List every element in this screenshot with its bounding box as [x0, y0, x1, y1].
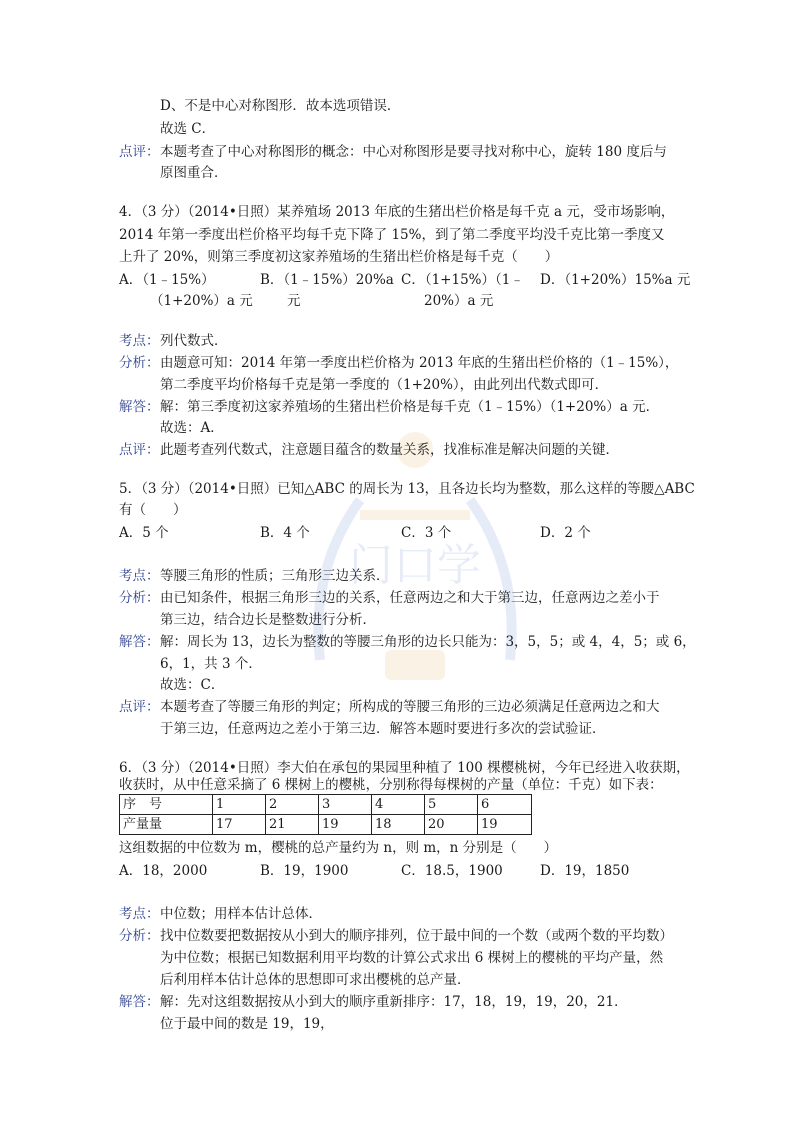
table-cell: 5	[425, 795, 478, 815]
q4-dianping: 此题考查列代数式，注意题目蕴含的数量关系，找准标准是解决问题的关键．	[160, 442, 619, 458]
q6-stem3: 这组数据的中位数为 m，樱桃的总产量约为 n，则 m，n 分别是（ ）	[119, 840, 558, 856]
table-cell: 1	[213, 795, 266, 815]
q4-fenxi-tag: 分析：	[119, 355, 160, 371]
q5-option-b: B．4 个	[260, 525, 310, 541]
q5-stem2: 有（ ）	[119, 502, 187, 518]
q6-fenxi2: 为中位数；根据已知数据利用平均数的计算公式求出 6 棵树上的樱桃的平均产量，然	[160, 950, 664, 966]
q5-kaodian-tag: 考点：	[119, 568, 160, 584]
q4-fenxi1: 由题意可知：2014 年第一季度出栏价格为 2013 年底的生猪出栏价格的（1﹣15%），	[160, 355, 679, 371]
yield-table	[119, 794, 532, 835]
q6-option-c: C．18.5，1900	[401, 863, 503, 879]
table-cell: 4	[372, 795, 425, 815]
q4-option-c1: C．（1+15%）（1﹣	[401, 272, 524, 288]
table-cell: 20	[425, 815, 478, 835]
q5-option-d: D．2 个	[540, 525, 591, 541]
q4-option-b2: 元	[287, 293, 301, 309]
q5-jieda-tag: 解答：	[119, 634, 160, 650]
table-cell: 17	[213, 815, 266, 835]
table-cell: 序 号	[120, 795, 213, 815]
q4-kaodian-tag: 考点：	[119, 333, 160, 349]
q6-stem2: 收获时，从中任意采摘了 6 棵树上的樱桃，分别称得每棵树的产量（单位：千克）如下表：	[119, 777, 663, 793]
q3-comment-tag: 点评：	[119, 144, 160, 160]
table-cell: 2	[266, 795, 319, 815]
watermark-text: 门口学	[349, 540, 481, 591]
q6-stem1: 6．（3 分）（2014•日照）李大伯在承包的果园里种植了 100 棵樱桃树，今年已经进入收获期，	[119, 760, 690, 776]
q5-fenxi1: 由已知条件，根据三角形三边的关系，任意两边之和大于第三边，任意两边之差小于	[160, 590, 660, 606]
q4-dianping-tag: 点评：	[119, 442, 160, 458]
table-row-yield	[120, 815, 532, 835]
q4-jieda2: 故选：A．	[160, 420, 224, 436]
q3-line1: D、不是中心对称图形．故本选项错误．	[160, 98, 401, 114]
q5-stem1: 5．（3 分）（2014•日照）已知△ABC 的周长为 13，且各边长均为整数，那么这样的等腰△ABC	[119, 481, 695, 497]
q5-dianping1: 本题考查了等腰三角形的判定；所构成的等腰三角形的三边必须满足任意两边之和大	[160, 699, 660, 715]
q6-kaodian: 中位数；用样本估计总体．	[160, 906, 322, 922]
q4-fenxi2: 第二季度平均价格每千克是第一季度的（1+20%），由此列出代数式即可．	[160, 377, 609, 393]
q4-jieda-tag: 解答：	[119, 399, 160, 415]
q6-option-a: A．18，2000	[119, 863, 208, 879]
q6-jieda2: 位于最中间的数是 19，19，	[160, 1016, 334, 1032]
q5-option-c: C．3 个	[401, 525, 452, 541]
q5-fenxi2: 第三边，结合边长是整数进行分析．	[160, 612, 376, 628]
table-cell: 19	[319, 815, 372, 835]
q6-jieda-tag: 解答：	[119, 994, 160, 1010]
q4-jieda1: 解：第三季度初这家养殖场的生猪出栏价格是每千克（1﹣15%）（1+20%）a 元．	[160, 399, 660, 415]
q4-kaodian: 列代数式．	[160, 333, 228, 349]
q5-kaodian: 等腰三角形的性质；三角形三边关系．	[160, 568, 390, 584]
table-cell: 19	[478, 815, 532, 835]
q5-dianping-tag: 点评：	[119, 699, 160, 715]
q3-comment1: 本题考查了中心对称图形的概念：中心对称图形是要寻找对称中心，旋转 180 度后与	[160, 144, 667, 160]
q6-option-d: D．19，1850	[540, 863, 630, 879]
q5-jieda1: 解：周长为 13，边长为整数的等腰三角形的边长只能为：3，5，5；或 4，4，5；或 6，	[160, 634, 696, 650]
q3-line2: 故选 C．	[160, 121, 216, 137]
q6-fenxi3: 后利用样本估计总体的思想即可求出樱桃的总产量．	[160, 972, 471, 988]
q4-stem2: 2014 年第一季度出栏价格平均每千克下降了 15%，到了第二季度平均没千克比第一季度又	[119, 227, 665, 243]
q6-fenxi-tag: 分析：	[119, 928, 160, 944]
q4-option-a2: （1+20%）a 元	[150, 293, 253, 309]
q4-option-b1: B．（1﹣15%）20%a	[260, 272, 394, 288]
q6-fenxi1: 找中位数要把数据按从小到大的顺序排列，位于最中间的一个数（或两个数的平均数）	[160, 928, 673, 944]
q4-option-c2: 20%）a 元	[424, 293, 494, 309]
q5-dianping2: 于第三边，任意两边之差小于第三边．解答本题时要进行多次的尝试验证．	[160, 721, 606, 737]
q6-jieda1: 解：先对这组数据按从小到大的顺序重新排序：17，18，19，19，20，21．	[160, 994, 628, 1010]
q4-option-d1: D．（1+20%）15%a 元	[540, 272, 691, 288]
q5-jieda2: 6，1，共 3 个．	[160, 656, 262, 672]
table-cell: 产量量	[120, 815, 213, 835]
q3-comment2: 原图重合．	[160, 165, 228, 181]
table-cell: 18	[372, 815, 425, 835]
table-cell: 6	[478, 795, 532, 815]
table-row-index	[120, 795, 532, 815]
table-cell: 3	[319, 795, 372, 815]
q5-option-a: A．5 个	[119, 525, 169, 541]
q6-option-b: B．19，1900	[260, 863, 349, 879]
q4-stem1: 4．（3 分）（2014•日照）某养殖场 2013 年底的生猪出栏价格是每千克 a 元，受市场影响，	[119, 204, 675, 220]
q5-jieda3: 故选：C．	[160, 677, 225, 693]
q5-fenxi-tag: 分析：	[119, 590, 160, 606]
q6-kaodian-tag: 考点：	[119, 906, 160, 922]
q4-option-a1: A．（1﹣15%）	[119, 272, 215, 288]
q4-stem3: 上升了 20%，则第三季度初这家养殖场的生猪出栏价格是每千克（ ）	[119, 249, 559, 265]
table-cell: 21	[266, 815, 319, 835]
